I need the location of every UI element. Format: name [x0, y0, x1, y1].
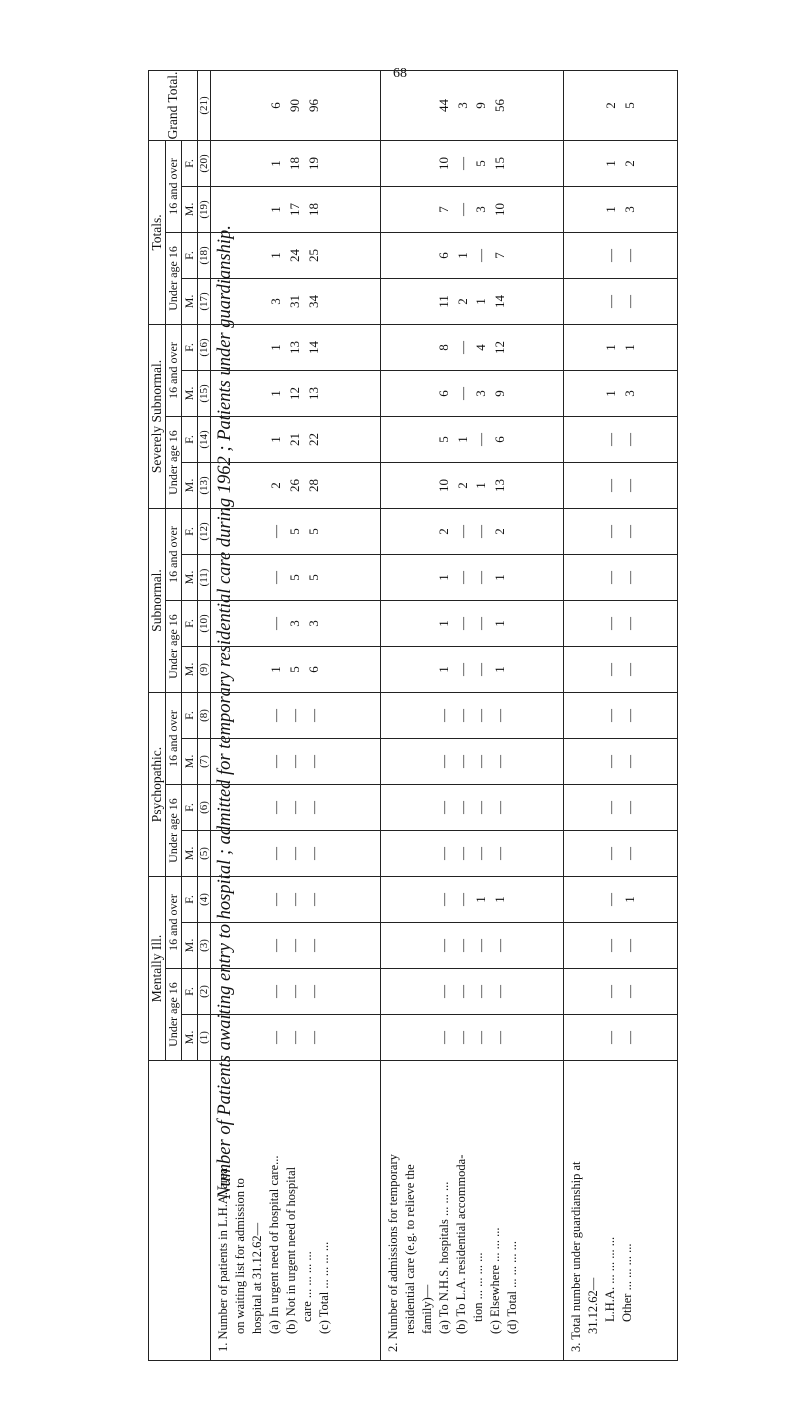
sex-header: F.	[182, 324, 198, 370]
row-label-line: (c) Elsewhere ... ... ...	[487, 1227, 502, 1334]
column-number: (11)	[198, 555, 211, 601]
column-number: (7)	[198, 739, 211, 785]
table-cell: 2 5	[564, 70, 678, 140]
row-label-line: 3. Total number under guardianship at	[569, 1161, 584, 1352]
row-label-line: care ... ... ... ...	[300, 1251, 315, 1322]
table-cell: 1 24 25	[211, 232, 381, 278]
column-number: (9)	[198, 647, 211, 693]
age-header: Under age 16	[166, 601, 182, 693]
sex-header: M.	[182, 923, 198, 969]
rotated-table-wrapper	[148, 71, 678, 1361]
table-cell: — —	[564, 278, 678, 324]
column-number: (12)	[198, 509, 211, 555]
table-cell: — —	[564, 509, 678, 555]
group-header-mentally-ill: Mentally Ill.	[149, 877, 166, 1061]
table-cell: — — — —	[381, 1015, 564, 1061]
age-header: Under age 16	[166, 785, 182, 877]
column-number: (20)	[198, 140, 211, 186]
row-label-line: on waiting list for admission to	[232, 1178, 247, 1334]
row-label	[381, 1061, 564, 1361]
sex-header: F.	[182, 232, 198, 278]
data-table	[148, 70, 678, 1361]
grand-total-header: Grand Total.	[149, 70, 198, 140]
sex-header: M.	[182, 186, 198, 232]
row-label-line: (a) In urgent need of hospital care...	[266, 1155, 281, 1334]
table-cell: 6 1 — 7	[381, 232, 564, 278]
row-label-line: 31.12.62—	[586, 1277, 601, 1334]
sex-header: F.	[182, 969, 198, 1015]
table-cell: 3 31 34	[211, 278, 381, 324]
sex-header: F.	[182, 785, 198, 831]
age-header: 16 and over	[166, 877, 182, 969]
table-row	[381, 70, 564, 1360]
table-cell: 1 12 13	[211, 371, 381, 417]
table-cell: — —	[564, 785, 678, 831]
group-header-subnormal: Subnormal.	[149, 509, 166, 693]
sex-header: M.	[182, 278, 198, 324]
sex-header: M.	[182, 555, 198, 601]
table-cell: — — — —	[381, 969, 564, 1015]
table-cell: 6 90 96	[211, 70, 381, 140]
group-header-severely-subnormal: Severely Subnormal.	[149, 324, 166, 508]
table-cell: — — 1 1	[381, 877, 564, 923]
age-header: 16 and over	[166, 693, 182, 785]
table-cell: — —	[564, 739, 678, 785]
table-cell: 1 21 22	[211, 417, 381, 463]
age-header: Under age 16	[166, 417, 182, 509]
column-number: (3)	[198, 923, 211, 969]
table-cell: — 1	[564, 877, 678, 923]
table-cell: — —	[564, 601, 678, 647]
header-row-groups	[149, 70, 166, 1360]
table-cell: 1 5 6	[211, 647, 381, 693]
table-cell: — — — —	[381, 831, 564, 877]
group-header-totals: Totals.	[149, 140, 166, 324]
table-cell: 7 — 3 10	[381, 186, 564, 232]
table-cell: — —	[564, 1015, 678, 1061]
column-number: (18)	[198, 232, 211, 278]
page-number: 68	[393, 66, 407, 81]
table-cell: 1 — — 1	[381, 555, 564, 601]
table-row	[211, 70, 381, 1360]
column-number: (4)	[198, 877, 211, 923]
column-number: (5)	[198, 831, 211, 877]
row-label-line: (c) Total ... ... ... ...	[317, 1241, 332, 1334]
table-cell: — — — —	[381, 739, 564, 785]
table-cell: 1 2	[564, 140, 678, 186]
stub-header	[149, 1061, 211, 1361]
sex-header: F.	[182, 417, 198, 463]
age-header: 16 and over	[166, 324, 182, 416]
table-cell: — —	[564, 693, 678, 739]
table-cell: — —	[564, 647, 678, 693]
column-number: (14)	[198, 417, 211, 463]
table-cell: — 3 3	[211, 601, 381, 647]
sex-header: M.	[182, 739, 198, 785]
sex-header: M.	[182, 463, 198, 509]
row-label	[211, 1061, 381, 1361]
table-cell: — — —	[211, 831, 381, 877]
column-number: (17)	[198, 278, 211, 324]
age-header: 16 and over	[166, 140, 182, 232]
table-cell: — — —	[211, 923, 381, 969]
row-label-line: (a) To N.H.S. hospitals ... ... ...	[437, 1181, 452, 1334]
row-label-line: residential care (e.g. to relieve the	[403, 1164, 418, 1334]
table-cell: 1 3	[564, 186, 678, 232]
table-cell: — — —	[211, 969, 381, 1015]
table-cell: 6 — 3 9	[381, 371, 564, 417]
row-label-line: (b) Not in urgent need of hospital	[283, 1166, 298, 1334]
group-header-psychopathic: Psychopathic.	[149, 693, 166, 877]
row-label-line: (b) To L.A. residential accommoda-	[453, 1154, 468, 1334]
row-label-line: 1. Number of patients in L.H.A. area	[216, 1168, 230, 1352]
column-number: (15)	[198, 371, 211, 417]
row-label-line: tion ... ... ... ...	[470, 1252, 485, 1322]
table-cell: 1 17 18	[211, 186, 381, 232]
table-cell: 5 1 — 6	[381, 417, 564, 463]
table-cell: 1 — — 1	[381, 647, 564, 693]
row-label-line: (d) Total ... ... ... ...	[504, 1241, 519, 1334]
table-cell: — — — —	[381, 785, 564, 831]
sex-header: F.	[182, 877, 198, 923]
row-label-line: hospital at 31.12.62—	[249, 1222, 264, 1334]
page-caption: Number of Patients awaiting entry to hospital ; admitted for temporary residential care during 1962 ; Patients under guardianship.	[215, 225, 235, 1199]
table-cell: — —	[564, 232, 678, 278]
table-cell: 10 — 5 15	[381, 140, 564, 186]
sex-header: M.	[182, 1015, 198, 1061]
row-label-line: 2. Number of admissions for temporary	[386, 1154, 401, 1352]
table-cell: 1 3	[564, 371, 678, 417]
table-cell: 2 — — 2	[381, 509, 564, 555]
table-cell: 2 26 28	[211, 463, 381, 509]
age-header: Under age 16	[166, 969, 182, 1061]
table-cell: — 5 5	[211, 509, 381, 555]
table-cell: — —	[564, 463, 678, 509]
table-cell: 11 2 1 14	[381, 278, 564, 324]
column-number: (6)	[198, 785, 211, 831]
table-cell: — — — —	[381, 693, 564, 739]
table-cell: — —	[564, 831, 678, 877]
sex-header: M.	[182, 831, 198, 877]
column-number: (1)	[198, 1015, 211, 1061]
column-number: (10)	[198, 601, 211, 647]
age-header: Under age 16	[166, 232, 182, 324]
table-cell: 1 1	[564, 324, 678, 370]
table-cell: — —	[564, 555, 678, 601]
column-number: (16)	[198, 324, 211, 370]
table-cell: 1 13 14	[211, 324, 381, 370]
sex-header: F.	[182, 140, 198, 186]
table-cell: — — —	[211, 785, 381, 831]
column-number: (8)	[198, 693, 211, 739]
table-cell: — —	[564, 969, 678, 1015]
table-cell: — —	[564, 923, 678, 969]
table-cell: 1 18 19	[211, 140, 381, 186]
age-header: 16 and over	[166, 509, 182, 601]
table-cell: — — —	[211, 693, 381, 739]
column-number: (21)	[198, 70, 211, 140]
table-cell: — 5 5	[211, 555, 381, 601]
table-cell: 8 — 4 12	[381, 324, 564, 370]
row-label	[564, 1061, 678, 1361]
sex-header: M.	[182, 647, 198, 693]
sex-header: F.	[182, 509, 198, 555]
table-cell: 44 3 9 56	[381, 70, 564, 140]
row-label-line: family)—	[420, 1284, 435, 1334]
table-row	[564, 70, 678, 1360]
row-label-line: L.H.A. ... ... ... ...	[603, 1236, 618, 1322]
column-number: (13)	[198, 463, 211, 509]
sex-header: M.	[182, 371, 198, 417]
table-cell: — — —	[211, 877, 381, 923]
table-cell: — — —	[211, 739, 381, 785]
table-cell: 10 2 1 13	[381, 463, 564, 509]
sex-header: F.	[182, 693, 198, 739]
column-number: (2)	[198, 969, 211, 1015]
table-cell: 1 — — 1	[381, 601, 564, 647]
table-cell: — — — —	[381, 923, 564, 969]
table-cell: — —	[564, 417, 678, 463]
sex-header: F.	[182, 601, 198, 647]
table-cell: — — —	[211, 1015, 381, 1061]
column-number: (19)	[198, 186, 211, 232]
row-label-line: Other ... ... ... ...	[620, 1243, 635, 1322]
